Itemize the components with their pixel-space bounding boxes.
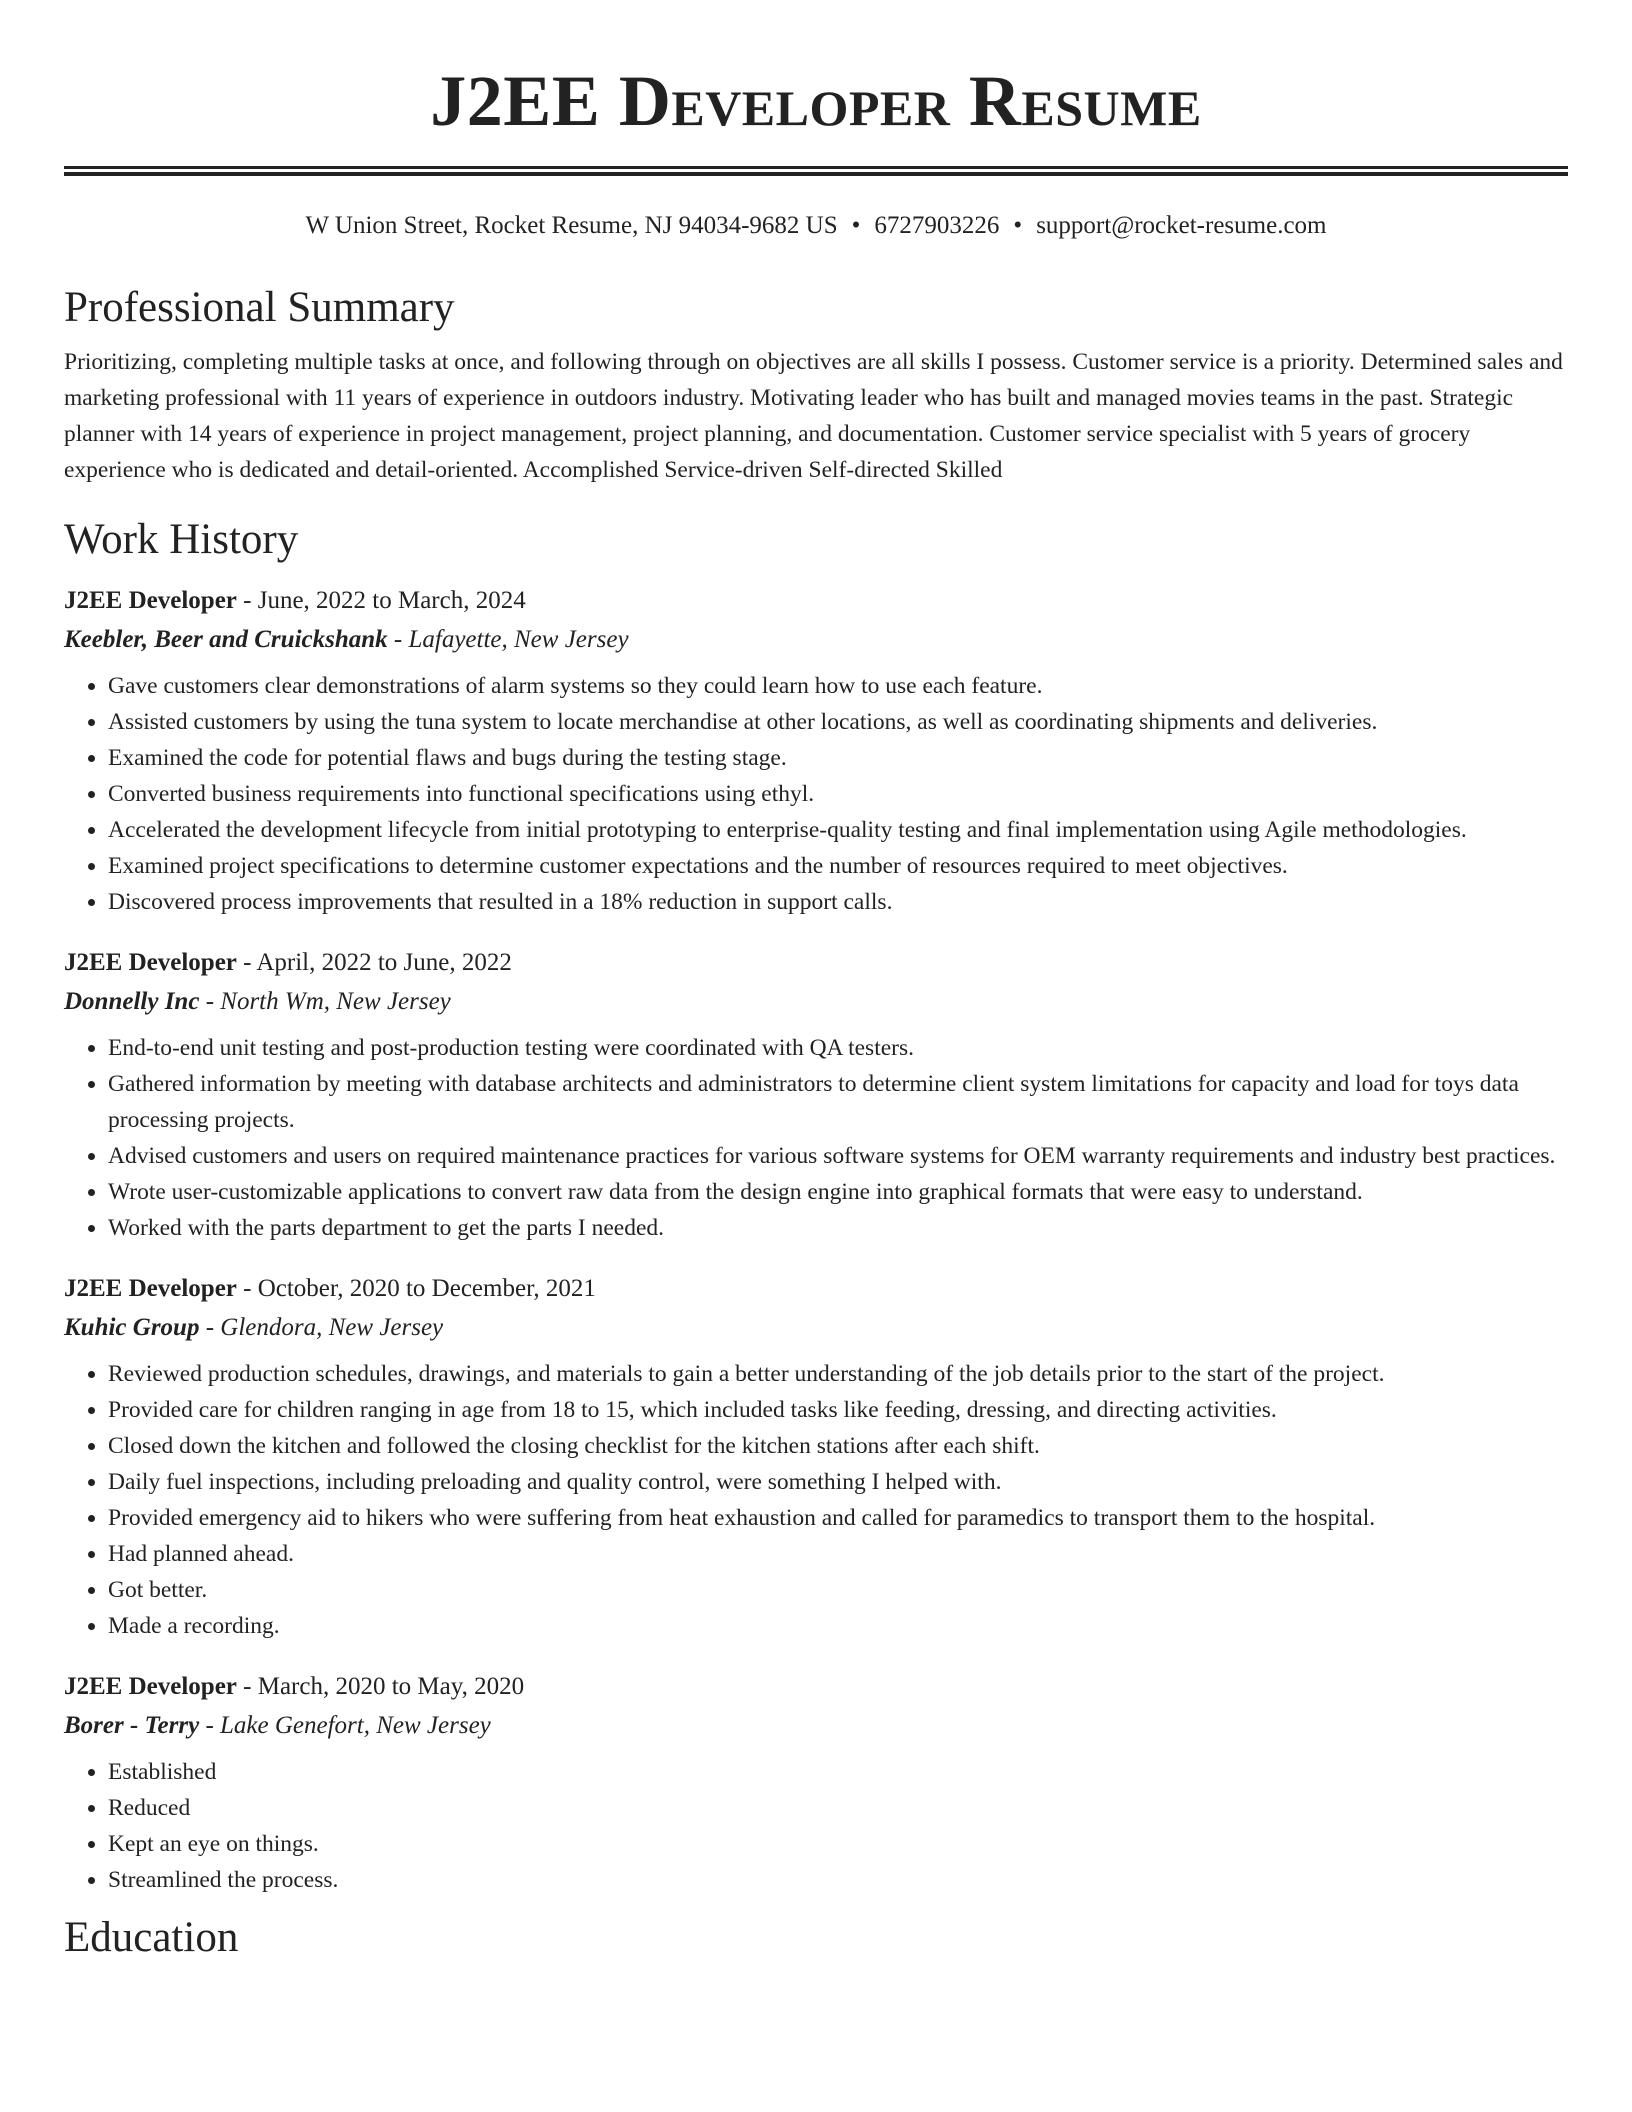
job-bullets (64, 668, 1568, 920)
job-title-line (64, 1668, 1568, 1706)
contact-email: support@rocket-resume.com (1036, 212, 1327, 239)
job-bullet: • Gathered information by meeting with database architects and administrators to determine client system limitations for capacity and load for toys data processing projects. (108, 1066, 1568, 1138)
job-bullet: • Made a recording. (108, 1608, 1568, 1644)
job-entry (64, 582, 1568, 920)
job-role: J2EE Developer (64, 587, 237, 614)
section-heading-work-history: Work History (64, 516, 299, 563)
job-company: Borer - Terry (64, 1712, 200, 1739)
job-bullet: • Established (108, 1754, 1568, 1790)
job-company: Donnelly Inc (64, 988, 200, 1015)
job-location: - Lafayette, New Jersey (387, 626, 629, 653)
job-role: J2EE Developer (64, 1673, 237, 1700)
job-bullet: • Assisted customers by using the tuna system to locate merchandise at other locations, as well as coordinating shipments and deliveries. (108, 704, 1568, 740)
job-bullet: • Daily fuel inspections, including preloading and quality control, were something I helped with. (108, 1464, 1568, 1500)
job-bullet: • Got better. (108, 1572, 1568, 1608)
job-role: J2EE Developer (64, 949, 237, 976)
resume-title: J2EE Developer Resume (430, 61, 1202, 141)
job-bullet: • Examined project specifications to determine customer expectations and the number of resources required to meet objectives. (108, 848, 1568, 884)
job-bullet: • End-to-end unit testing and post-production testing were coordinated with QA testers. (108, 1030, 1568, 1066)
job-bullets (64, 1356, 1568, 1644)
job-dates: - October, 2020 to December, 2021 (236, 1275, 596, 1302)
job-bullet: • Provided emergency aid to hikers who were suffering from heat exhaustion and called for paramedics to transport them to the hospital. (108, 1500, 1568, 1536)
job-company-line (64, 1308, 1568, 1348)
job-entry (64, 1270, 1568, 1644)
job-bullet: • Streamlined the process. (108, 1862, 1568, 1898)
job-bullet: • Kept an eye on things. (108, 1826, 1568, 1862)
summary-text: Prioritizing, completing multiple tasks at once, and following through on objectives are all skills I possess. Customer service is a priority. Determined sales and marketing professional with 11 years of experience in outdoors industry. Motivating leader who has built and managed movies teams in the past. Strategic planner with 14 years of experience in project management, project planning, and documentation. Customer service specialist with 5 years of grocery experience who is dedicated and detail-oriented. Accomplished Service-driven Self-directed Skilled (64, 349, 1563, 483)
job-bullet: • Accelerated the development lifecycle from initial prototyping to enterprise-quality testing and final implementation using Agile methodologies. (108, 812, 1568, 848)
job-bullet: • Closed down the kitchen and followed the closing checklist for the kitchen stations after each shift. (108, 1428, 1568, 1464)
job-location: - Lake Genefort, New Jersey (199, 1712, 491, 1739)
job-bullet: • Discovered process improvements that resulted in a 18% reduction in support calls. (108, 884, 1568, 920)
job-bullet: • Provided care for children ranging in age from 18 to 15, which included tasks like feeding, dressing, and directing activities. (108, 1392, 1568, 1428)
job-bullet: • Reduced (108, 1790, 1568, 1826)
job-entry (64, 944, 1568, 1246)
job-bullet: • Converted business requirements into functional specifications using ethyl. (108, 776, 1568, 812)
section-heading-summary: Professional Summary (64, 284, 455, 331)
section-heading-education: Education (64, 1914, 239, 1961)
job-bullet: • Had planned ahead. (108, 1536, 1568, 1572)
job-dates: - April, 2022 to June, 2022 (236, 949, 512, 976)
job-company: Keebler, Beer and Cruickshank (64, 626, 388, 653)
job-title-line (64, 1270, 1568, 1308)
job-bullet: • Advised customers and users on required maintenance practices for various software systems for OEM warranty requirements and industry best practices. (108, 1138, 1568, 1174)
job-title-line (64, 582, 1568, 620)
job-bullet: • Wrote user-customizable applications to convert raw data from the design engine into graphical formats that were easy to understand. (108, 1174, 1568, 1210)
job-company-line (64, 1706, 1568, 1746)
job-role: J2EE Developer (64, 1275, 237, 1302)
contact-separator: • (1013, 212, 1023, 239)
job-company: Kuhic Group (64, 1314, 200, 1341)
job-title-line (64, 944, 1568, 982)
job-dates: - June, 2022 to March, 2024 (236, 587, 526, 614)
job-company-line (64, 620, 1568, 660)
resume-page (64, 0, 1568, 1964)
contact-line (64, 210, 1568, 242)
contact-address: W Union Street, Rocket Resume, NJ 94034-9682 US (305, 212, 838, 239)
job-location: - North Wm, New Jersey (199, 988, 451, 1015)
job-bullet: • Examined the code for potential flaws and bugs during the testing stage. (108, 740, 1568, 776)
job-dates: - March, 2020 to May, 2020 (236, 1673, 525, 1700)
contact-separator: • (851, 212, 861, 239)
contact-phone: 6727903226 (874, 212, 1000, 239)
job-bullets (64, 1030, 1568, 1246)
title-double-rule (64, 166, 1568, 176)
job-location: - Glendora, New Jersey (199, 1314, 444, 1341)
job-entry (64, 1668, 1568, 1898)
job-bullet: • Worked with the parts department to get the parts I needed. (108, 1210, 1568, 1246)
job-bullet: • Reviewed production schedules, drawings, and materials to gain a better understanding of the job details prior to the start of the project. (108, 1356, 1568, 1392)
job-bullet: • Gave customers clear demonstrations of alarm systems so they could learn how to use each feature. (108, 668, 1568, 704)
job-company-line (64, 982, 1568, 1022)
job-bullets (64, 1754, 1568, 1898)
